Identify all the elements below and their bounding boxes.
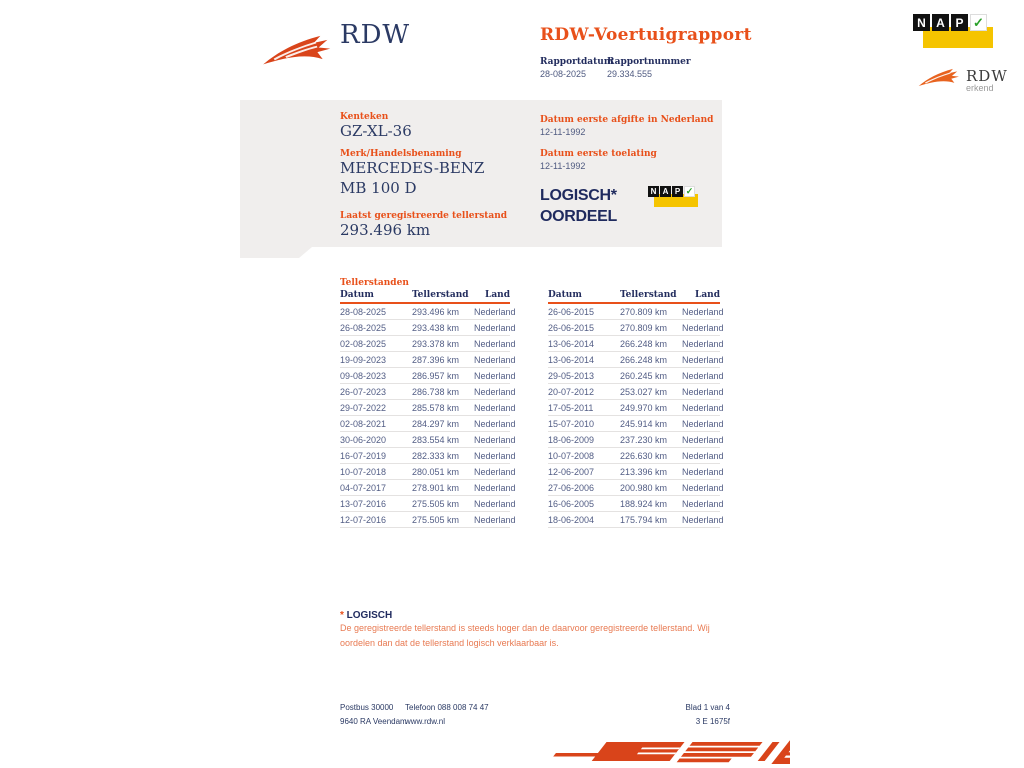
- footer-address-line1: Postbus 30000: [340, 703, 394, 712]
- table-cell: Nederland: [682, 352, 720, 368]
- table-cell: 200.980 km: [620, 480, 682, 496]
- kenteken-value: GZ-XL-36: [340, 122, 412, 140]
- table-row: [340, 336, 510, 352]
- table-row: [548, 512, 720, 528]
- footer-contact: [405, 701, 489, 729]
- table-row: [548, 384, 720, 400]
- table-cell: 13-07-2016: [340, 496, 412, 512]
- table-cell: 253.027 km: [620, 384, 682, 400]
- table-cell: 27-06-2006: [548, 480, 620, 496]
- merk-value: MERCEDES-BENZ: [340, 159, 485, 177]
- nap-logo-small: [648, 184, 698, 209]
- table-cell: 16-06-2005: [548, 496, 620, 512]
- table-cell: 266.248 km: [620, 352, 682, 368]
- table-cell: 282.333 km: [412, 448, 474, 464]
- col-header-tellerstand: Tellerstand: [620, 290, 682, 303]
- table-row: [548, 480, 720, 496]
- table-cell: Nederland: [474, 448, 510, 464]
- table-cell: Nederland: [682, 336, 720, 352]
- table-cell: 18-06-2004: [548, 512, 620, 528]
- table-row: [548, 496, 720, 512]
- table-cell: Nederland: [682, 496, 720, 512]
- table-cell: 188.924 km: [620, 496, 682, 512]
- table-cell: Nederland: [682, 384, 720, 400]
- table-row: [340, 432, 510, 448]
- table-cell: 02-08-2025: [340, 336, 412, 352]
- footer-page-indicator: Blad 1 van 4: [685, 703, 730, 712]
- table-cell: 29-05-2013: [548, 368, 620, 384]
- table-row: [340, 448, 510, 464]
- table-cell: Nederland: [682, 432, 720, 448]
- table-cell: 09-08-2023: [340, 368, 412, 384]
- table-cell: 226.630 km: [620, 448, 682, 464]
- table-cell: 02-08-2021: [340, 416, 412, 432]
- table-body-right: [548, 303, 724, 528]
- rdw-wordmark: RDW: [340, 20, 411, 50]
- table-cell: Nederland: [474, 368, 510, 384]
- report-number-value: 29.334.555: [607, 69, 653, 79]
- table-cell: 270.809 km: [620, 303, 682, 320]
- table-row: [548, 336, 720, 352]
- table-cell: 12-06-2007: [548, 464, 620, 480]
- footer-address-line2: 9640 RA Veendam: [340, 717, 407, 726]
- nap-check-icon: ✓: [685, 186, 694, 196]
- table-cell: Nederland: [474, 480, 510, 496]
- tellerstanden-table-right: [548, 290, 724, 528]
- table-cell: 278.901 km: [412, 480, 474, 496]
- eerste-toelating-value: 12-11-1992: [540, 161, 586, 171]
- table-cell: 260.245 km: [620, 368, 682, 384]
- rdw-logo-icon: [262, 30, 332, 72]
- laatste-tellerstand-label: Laatst geregistreerde tellerstand: [340, 211, 508, 221]
- footer-page-info: [630, 701, 730, 729]
- rdw-erkend-subtitle: erkend: [966, 83, 994, 93]
- report-date-value: 28-08-2025: [540, 69, 587, 79]
- kenteken-label: Kenteken: [340, 112, 389, 122]
- table-cell: 245.914 km: [620, 416, 682, 432]
- table-row: [340, 496, 510, 512]
- col-header-datum: Datum: [548, 290, 620, 303]
- table-cell: 10-07-2008: [548, 448, 620, 464]
- nap-letter-n: N: [913, 14, 930, 31]
- table-cell: 266.248 km: [620, 336, 682, 352]
- nap-letter-n: N: [648, 186, 659, 197]
- report-date-label: Rapportdatum: [540, 57, 614, 67]
- table-cell: 293.378 km: [412, 336, 474, 352]
- rdw-erkend-name: RDW: [966, 67, 1008, 85]
- col-header-land: Land: [682, 290, 720, 303]
- footnote-asterisk: *: [340, 610, 347, 621]
- table-row: [340, 320, 510, 336]
- col-header-tellerstand: Tellerstand: [412, 290, 474, 303]
- table-cell: 19-09-2023: [340, 352, 412, 368]
- table-cell: Nederland: [682, 480, 720, 496]
- table-row: [548, 368, 720, 384]
- tellerstanden-title: Tellerstanden: [340, 278, 409, 288]
- table-row: [340, 416, 510, 432]
- table-cell: 26-08-2025: [340, 320, 412, 336]
- table-cell: 286.957 km: [412, 368, 474, 384]
- table-row: [548, 432, 720, 448]
- merk-label: Merk/Handelsbenaming: [340, 149, 462, 159]
- table-cell: 284.297 km: [412, 416, 474, 432]
- table-body-left: [340, 303, 516, 528]
- report-title: RDW-Voertuigrapport: [540, 25, 752, 45]
- table-cell: Nederland: [474, 432, 510, 448]
- eerste-afgifte-value: 12-11-1992: [540, 127, 586, 137]
- table-row: [548, 464, 720, 480]
- table-cell: 29-07-2022: [340, 400, 412, 416]
- nap-letter-a: A: [660, 186, 671, 197]
- panel-notch-decoration: [240, 247, 312, 258]
- table-cell: Nederland: [474, 416, 510, 432]
- table-row: [548, 400, 720, 416]
- table-cell: 13-06-2014: [548, 336, 620, 352]
- footer-website: www.rdw.nl: [405, 717, 446, 726]
- table-cell: 280.051 km: [412, 464, 474, 480]
- table-cell: Nederland: [682, 303, 720, 320]
- eerste-toelating-label: Datum eerste toelating: [540, 149, 657, 159]
- oordeel-line2: OORDEEL: [540, 208, 618, 225]
- table-row: [340, 368, 510, 384]
- table-cell: Nederland: [682, 400, 720, 416]
- table-row: [548, 320, 720, 336]
- table-cell: 249.970 km: [620, 400, 682, 416]
- table-row: [548, 303, 720, 320]
- table-cell: Nederland: [682, 512, 720, 528]
- nap-letter-a: A: [932, 14, 949, 31]
- nap-logo-large: [913, 11, 993, 51]
- table-cell: 283.554 km: [412, 432, 474, 448]
- table-row: [340, 352, 510, 368]
- table-row: [548, 352, 720, 368]
- speed-stripes-decoration: [538, 735, 790, 768]
- table-cell: 13-06-2014: [548, 352, 620, 368]
- table-cell: Nederland: [474, 336, 510, 352]
- table-cell: 20-07-2012: [548, 384, 620, 400]
- col-header-datum: Datum: [340, 290, 412, 303]
- table-cell: 10-07-2018: [340, 464, 412, 480]
- table-cell: 15-07-2010: [548, 416, 620, 432]
- table-cell: 275.505 km: [412, 496, 474, 512]
- footnote-title: LOGISCH: [346, 610, 393, 621]
- table-cell: Nederland: [474, 400, 510, 416]
- table-row: [548, 416, 720, 432]
- table-cell: 285.578 km: [412, 400, 474, 416]
- table-cell: 270.809 km: [620, 320, 682, 336]
- eerste-afgifte-label: Datum eerste afgifte in Nederland: [540, 115, 714, 125]
- table-cell: 293.496 km: [412, 303, 474, 320]
- table-cell: 28-08-2025: [340, 303, 412, 320]
- table-cell: 287.396 km: [412, 352, 474, 368]
- table-cell: 213.396 km: [620, 464, 682, 480]
- table-cell: 275.505 km: [412, 512, 474, 528]
- table-cell: 26-06-2015: [548, 320, 620, 336]
- table-cell: 30-06-2020: [340, 432, 412, 448]
- table-cell: Nederland: [682, 320, 720, 336]
- table-header-row: [548, 290, 720, 303]
- table-cell: Nederland: [474, 496, 510, 512]
- table-cell: 12-07-2016: [340, 512, 412, 528]
- table-cell: 26-06-2015: [548, 303, 620, 320]
- table-cell: Nederland: [474, 352, 510, 368]
- table-cell: Nederland: [474, 384, 510, 400]
- table-cell: 16-07-2019: [340, 448, 412, 464]
- model-value: MB 100 D: [340, 179, 417, 197]
- table-cell: Nederland: [474, 303, 510, 320]
- table-cell: Nederland: [682, 368, 720, 384]
- table-row: [340, 400, 510, 416]
- table-cell: Nederland: [474, 320, 510, 336]
- table-cell: 293.438 km: [412, 320, 474, 336]
- table-row: [340, 303, 510, 320]
- col-header-land: Land: [474, 290, 510, 303]
- table-cell: Nederland: [474, 512, 510, 528]
- table-cell: 17-05-2011: [548, 400, 620, 416]
- table-cell: Nederland: [682, 448, 720, 464]
- table-cell: 04-07-2017: [340, 480, 412, 496]
- table-row: [340, 464, 510, 480]
- footer-phone: Telefoon 088 008 74 47: [405, 703, 489, 712]
- report-number-label: Rapportnummer: [607, 57, 691, 67]
- footer-form-code: 3 E 1675f: [695, 717, 730, 726]
- table-row: [340, 480, 510, 496]
- table-cell: 175.794 km: [620, 512, 682, 528]
- table-row: [340, 512, 510, 528]
- rdw-erkend-wing-icon: [918, 66, 960, 95]
- tellerstanden-table-left: [340, 290, 516, 528]
- table-cell: 26-07-2023: [340, 384, 412, 400]
- table-cell: 286.738 km: [412, 384, 474, 400]
- table-cell: Nederland: [682, 416, 720, 432]
- footer-address: [340, 701, 407, 729]
- table-cell: 18-06-2009: [548, 432, 620, 448]
- laatste-tellerstand-value: 293.496 km: [340, 221, 431, 239]
- table-cell: Nederland: [474, 464, 510, 480]
- nap-letter-p: P: [951, 14, 968, 31]
- table-cell: Nederland: [682, 464, 720, 480]
- table-header-row: [340, 290, 510, 303]
- nap-letter-p: P: [672, 186, 683, 197]
- footnote-text: De geregistreerde tellerstand is steeds hoger dan de daarvoor geregistreerde tellerstand. Wij oordelen dan dat de tellerstand logisch verklaarbaar is.: [340, 623, 710, 648]
- table-row: [340, 384, 510, 400]
- nap-check-icon: ✓: [970, 14, 987, 31]
- rdw-erkend-badge: [918, 62, 1018, 98]
- table-row: [548, 448, 720, 464]
- oordeel-line1: LOGISCH*: [540, 187, 617, 204]
- table-cell: 237.230 km: [620, 432, 682, 448]
